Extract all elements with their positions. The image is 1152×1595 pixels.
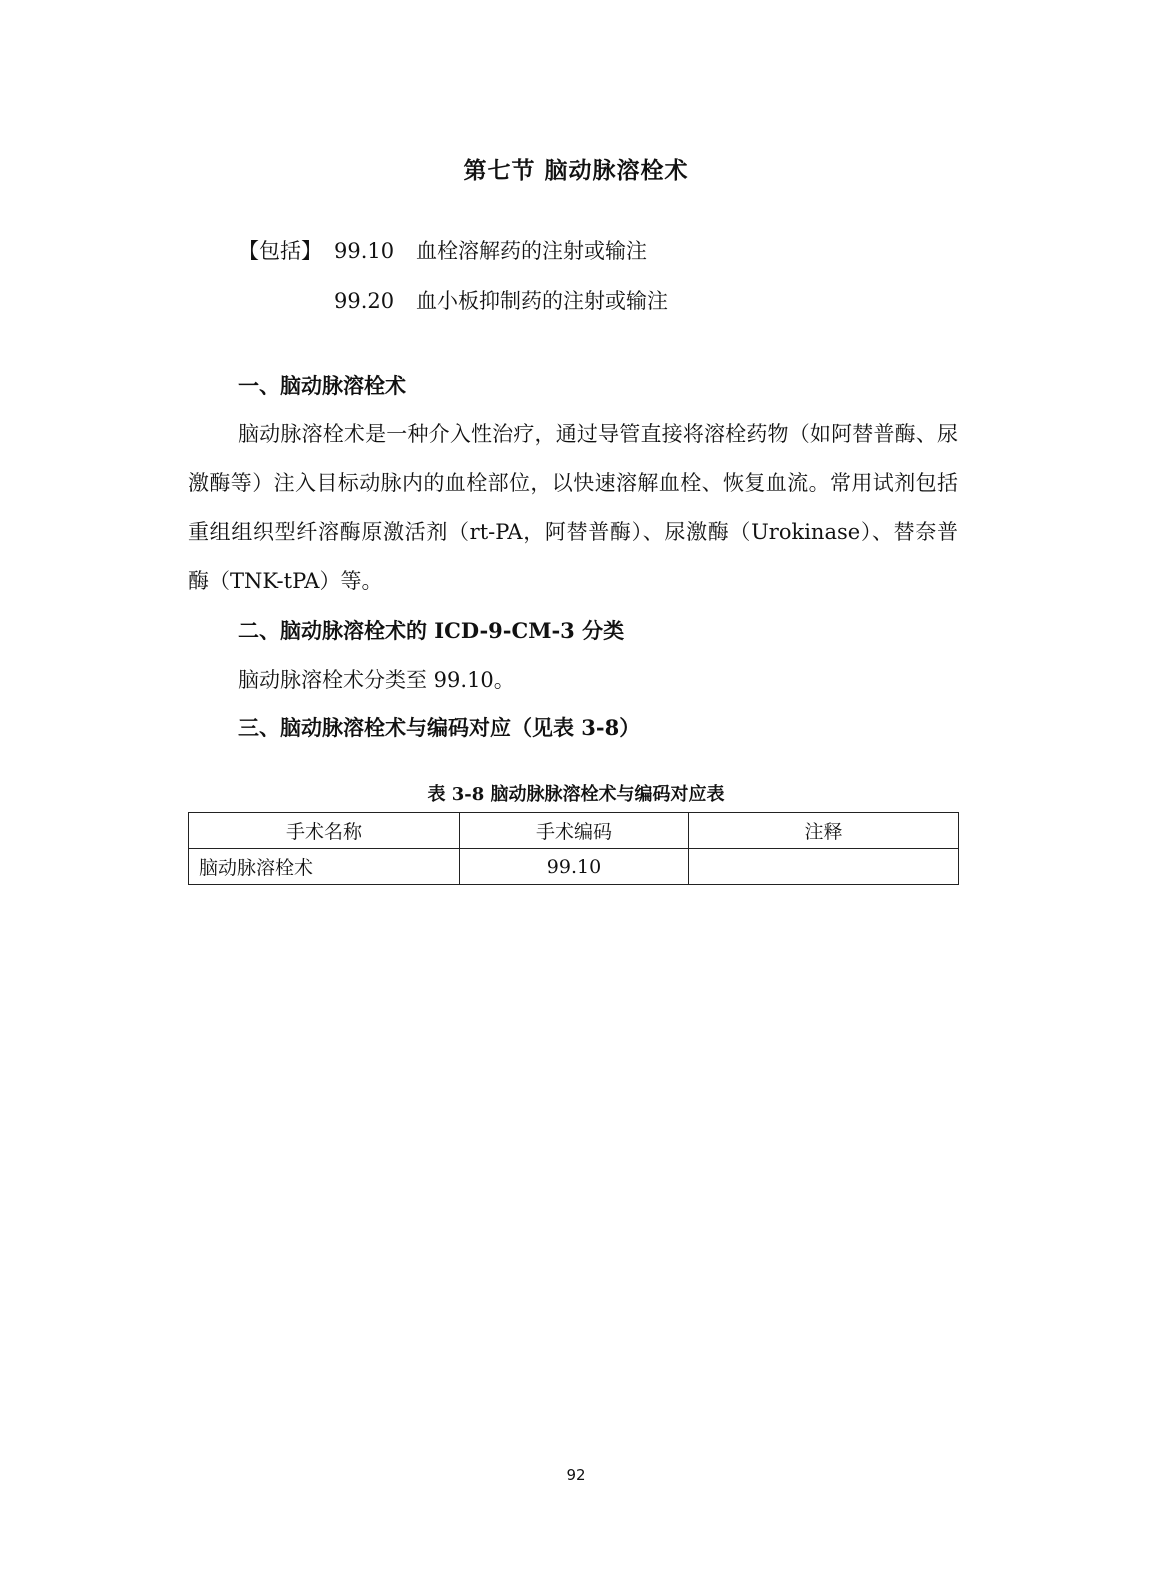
section-heading-2: 二、脑动脉溶栓术的 ICD-9-CM-3 分类 <box>238 618 625 643</box>
include-row <box>334 286 668 316</box>
section-heading-3: 三、脑动脉溶栓术与编码对应（见表 3-8） <box>238 715 641 740</box>
page-number: 92 <box>566 1466 586 1484</box>
include-desc: 血栓溶解药的注射或输注 <box>416 239 647 263</box>
table-caption: 表 3-8 脑动脉脉溶栓术与编码对应表 <box>427 784 725 805</box>
cell-procedure-code: 99.10 <box>460 849 689 885</box>
header-procedure-code: 手术编码 <box>460 813 689 849</box>
section-heading-1: 一、脑动脉溶栓术 <box>238 373 406 398</box>
header-procedure-name: 手术名称 <box>189 813 460 849</box>
section-body-1: 脑动脉溶栓术是一种介入性治疗，通过导管直接将溶栓药物（如阿替普酶、尿激酶等）注入目标动脉内的血栓部位，以快速溶解血栓、恢复血流。常用试剂包括重组组织型纤溶酶原激活剂（rt-PA，阿替普酶）、尿激酶（Urokinase）、替奈普酶（TNK-tPA）等。 <box>188 422 958 593</box>
include-desc: 血小板抑制药的注射或输注 <box>416 289 668 313</box>
header-note: 注释 <box>689 813 959 849</box>
include-code: 99.20 <box>334 289 395 313</box>
include-row <box>238 236 647 266</box>
cell-procedure-name: 脑动脉溶栓术 <box>189 849 460 885</box>
code-table <box>188 812 959 885</box>
include-code: 99.10 <box>334 239 395 263</box>
section-body-2: 脑动脉溶栓术分类至 99.10。 <box>238 668 515 692</box>
page-title: 第七节 脑动脉溶栓术 <box>463 157 689 184</box>
includes-label: 【包括】 <box>238 239 322 263</box>
table-header-row <box>189 813 959 849</box>
cell-note <box>689 849 959 885</box>
table-row <box>189 849 959 885</box>
